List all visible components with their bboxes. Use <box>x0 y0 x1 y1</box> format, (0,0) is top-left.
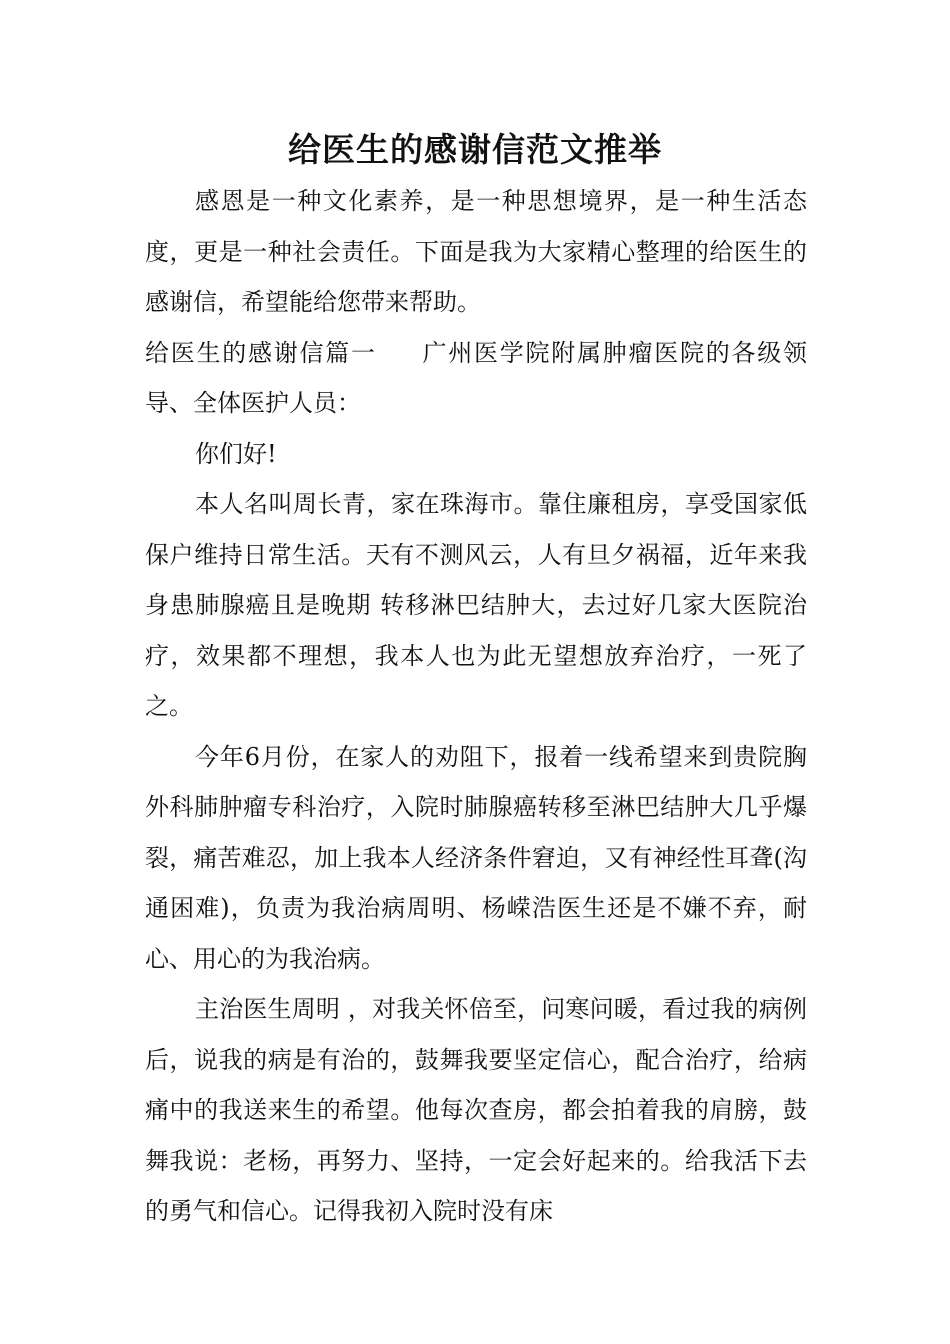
body-paragraph-1: 本人名叫周长青，家在珠海市。靠住廉租房，享受国家低保户维持日常生活。天有不测风云，人有旦夕祸福，近年来我身患肺腺癌且是晚期 转移淋巴结肿大，去过好几家大医院治疗，效果都不理想，我本人也为此无望想放弃治疗，一死了之。 <box>145 490 807 720</box>
body-paragraph-2: 今年6月份，在家人的劝阻下，报着一线希望来到贵院胸外科肺肿瘤专科治疗，入院时肺腺癌转移至淋巴结肿大几乎爆裂，痛苦难忍，加上我本人经济条件窘迫，又有神经性耳聋(沟通困难)，负责为我治病周明、杨嵘浩医生还是不嫌不弃，耐心、用心的为我治病。 <box>145 742 807 973</box>
body-paragraph-3: 主治医生周明 ，对我关怀倍至，问寒问暖，看过我的病例后，说我的病是有治的，鼓舞我要坚定信心，配合治疗，给病痛中的我送来生的希望。他每次查房，都会拍着我的肩膀，鼓舞我说：老杨，再努力、坚持，一定会好起来的。给我活下去的勇气和信心。记得我初入院时没有床 <box>145 995 807 1225</box>
document-title: 给医生的感谢信范文推举 <box>288 130 662 169</box>
intro-paragraph: 感恩是一种文化素养，是一种思想境界，是一种生活态度，更是一种社会责任。下面是我为大家精心整理的给医生的感谢信，希望能给您带来帮助。 <box>145 187 807 316</box>
document-body <box>145 176 807 1237</box>
recipient-line: 广州医学院附属肿瘤医院的各级领导、全体医护人员： <box>145 338 807 417</box>
section-label: 给医生的感谢信篇一 <box>145 338 377 367</box>
section-heading-line <box>145 328 807 429</box>
greeting: 你们好! <box>195 439 277 468</box>
